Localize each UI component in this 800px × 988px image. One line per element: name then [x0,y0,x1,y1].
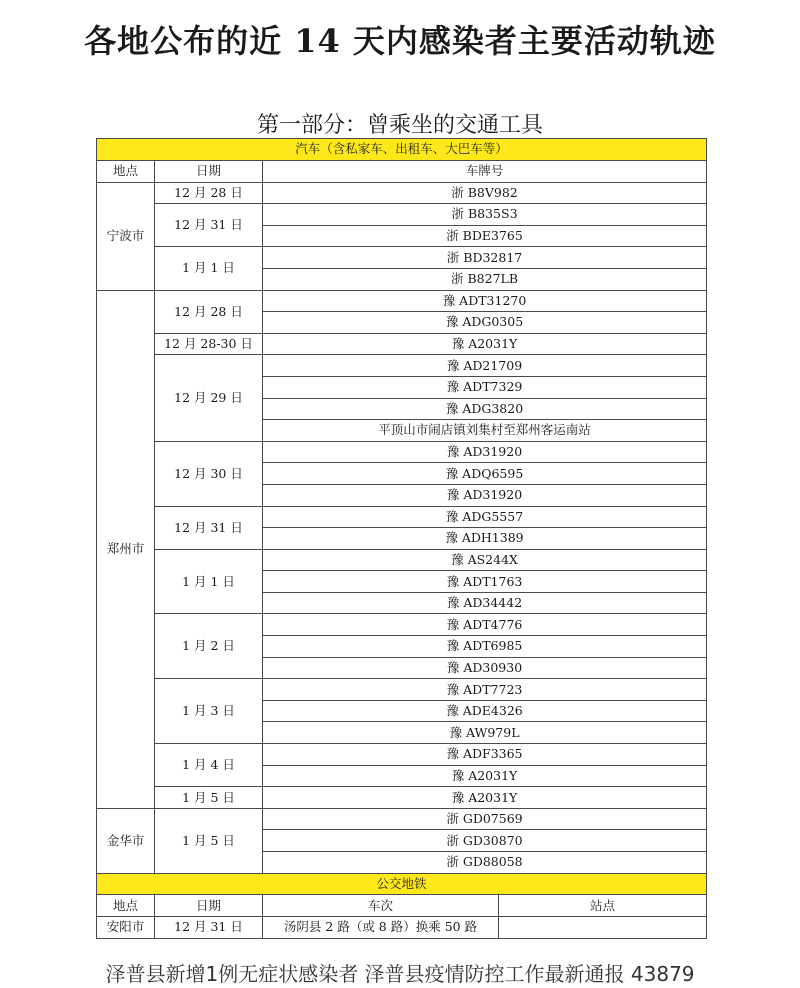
date-cell: 12 月 31 日 [155,917,263,939]
plate-cell: 豫 ADF3365 [263,744,707,766]
column-header-plate: 车牌号 [263,160,707,182]
plate-cell: 豫 ADG0305 [263,312,707,334]
plate-cell: 豫 AD34442 [263,592,707,614]
plate-cell: 豫 ADT6985 [263,636,707,658]
table-row [97,614,707,636]
plate-cell: 豫 ADH1389 [263,528,707,550]
plate-cell: 豫 ADG3820 [263,398,707,420]
table-row [97,182,707,204]
table-row [97,204,707,226]
page-title: 各地公布的近 14 天内感染者主要活动轨迹 [84,22,716,60]
date-cell: 12 月 30 日 [155,441,263,506]
column-header-route: 车次 [263,895,499,917]
date-cell: 1 月 1 日 [155,549,263,614]
table-row [97,355,707,377]
section-band-car: 汽车（含私家车、出租车、大巴车等） [97,139,707,161]
column-header-place: 地点 [97,160,155,182]
plate-cell: 豫 ADQ6595 [263,463,707,485]
plate-cell: 豫 ADT4776 [263,614,707,636]
transport-table-body [97,139,707,939]
column-header-date: 日期 [155,895,263,917]
plate-cell: 豫 ADT1763 [263,571,707,593]
header-row [97,160,707,182]
date-cell: 1 月 1 日 [155,247,263,290]
plate-cell: 豫 AD31920 [263,441,707,463]
section-band-row [97,873,707,895]
date-cell: 12 月 28 日 [155,290,263,333]
date-cell: 1 月 3 日 [155,679,263,744]
table-row [97,247,707,269]
column-header-date: 日期 [155,160,263,182]
plate-cell: 豫 A2031Y [263,765,707,787]
column-header-station: 站点 [499,895,707,917]
date-cell: 12 月 28-30 日 [155,333,263,355]
plate-cell: 豫 A2031Y [263,787,707,809]
plate-cell: 豫 ADT31270 [263,290,707,312]
column-header-place: 地点 [97,895,155,917]
table-row [97,333,707,355]
plate-cell: 浙 GD07569 [263,808,707,830]
plate-cell: 豫 AD31920 [263,484,707,506]
header-row [97,895,707,917]
place-cell: 郑州市 [97,290,155,808]
table-row [97,549,707,571]
plate-cell: 豫 AS244X [263,549,707,571]
plate-cell: 豫 ADT7723 [263,679,707,701]
table-row [97,679,707,701]
date-cell: 12 月 28 日 [155,182,263,204]
table-row [97,744,707,766]
table-row [97,290,707,312]
plate-cell: 浙 B835S3 [263,204,707,226]
plate-cell: 浙 GD30870 [263,830,707,852]
plate-cell: 豫 AW979L [263,722,707,744]
transport-table [96,138,707,939]
plate-cell: 平顶山市闹店镇刘集村至郑州客运南站 [263,420,707,442]
table-row [97,917,707,939]
date-cell: 1 月 5 日 [155,787,263,809]
table-row [97,441,707,463]
table-row [97,787,707,809]
date-cell: 1 月 5 日 [155,808,263,873]
plate-cell: 浙 BDE3765 [263,225,707,247]
station-cell [499,917,707,939]
plate-cell: 豫 ADT7329 [263,376,707,398]
date-cell: 1 月 4 日 [155,744,263,787]
plate-cell: 豫 AD21709 [263,355,707,377]
date-cell: 12 月 31 日 [155,204,263,247]
plate-cell: 浙 BD32817 [263,247,707,269]
section-band-row [97,139,707,161]
date-cell: 1 月 2 日 [155,614,263,679]
place-cell: 安阳市 [97,917,155,939]
plate-cell: 浙 B827LB [263,268,707,290]
route-cell: 汤阴县 2 路（或 8 路）换乘 50 路 [263,917,499,939]
plate-cell: 豫 A2031Y [263,333,707,355]
table-row [97,808,707,830]
place-cell: 金华市 [97,808,155,873]
place-cell: 宁波市 [97,182,155,290]
plate-cell: 豫 ADG5557 [263,506,707,528]
plate-cell: 豫 ADE4326 [263,700,707,722]
plate-cell: 浙 B8V982 [263,182,707,204]
plate-cell: 豫 AD30930 [263,657,707,679]
footer-caption: 泽普县新增1例无症状感染者 泽普县疫情防控工作最新通报 43879 [105,962,695,986]
plate-cell: 浙 GD88058 [263,852,707,874]
section-band-bus: 公交地铁 [97,873,707,895]
table-row [97,506,707,528]
date-cell: 12 月 29 日 [155,355,263,441]
date-cell: 12 月 31 日 [155,506,263,549]
section-title: 第一部分：曾乘坐的交通工具 [256,113,543,138]
